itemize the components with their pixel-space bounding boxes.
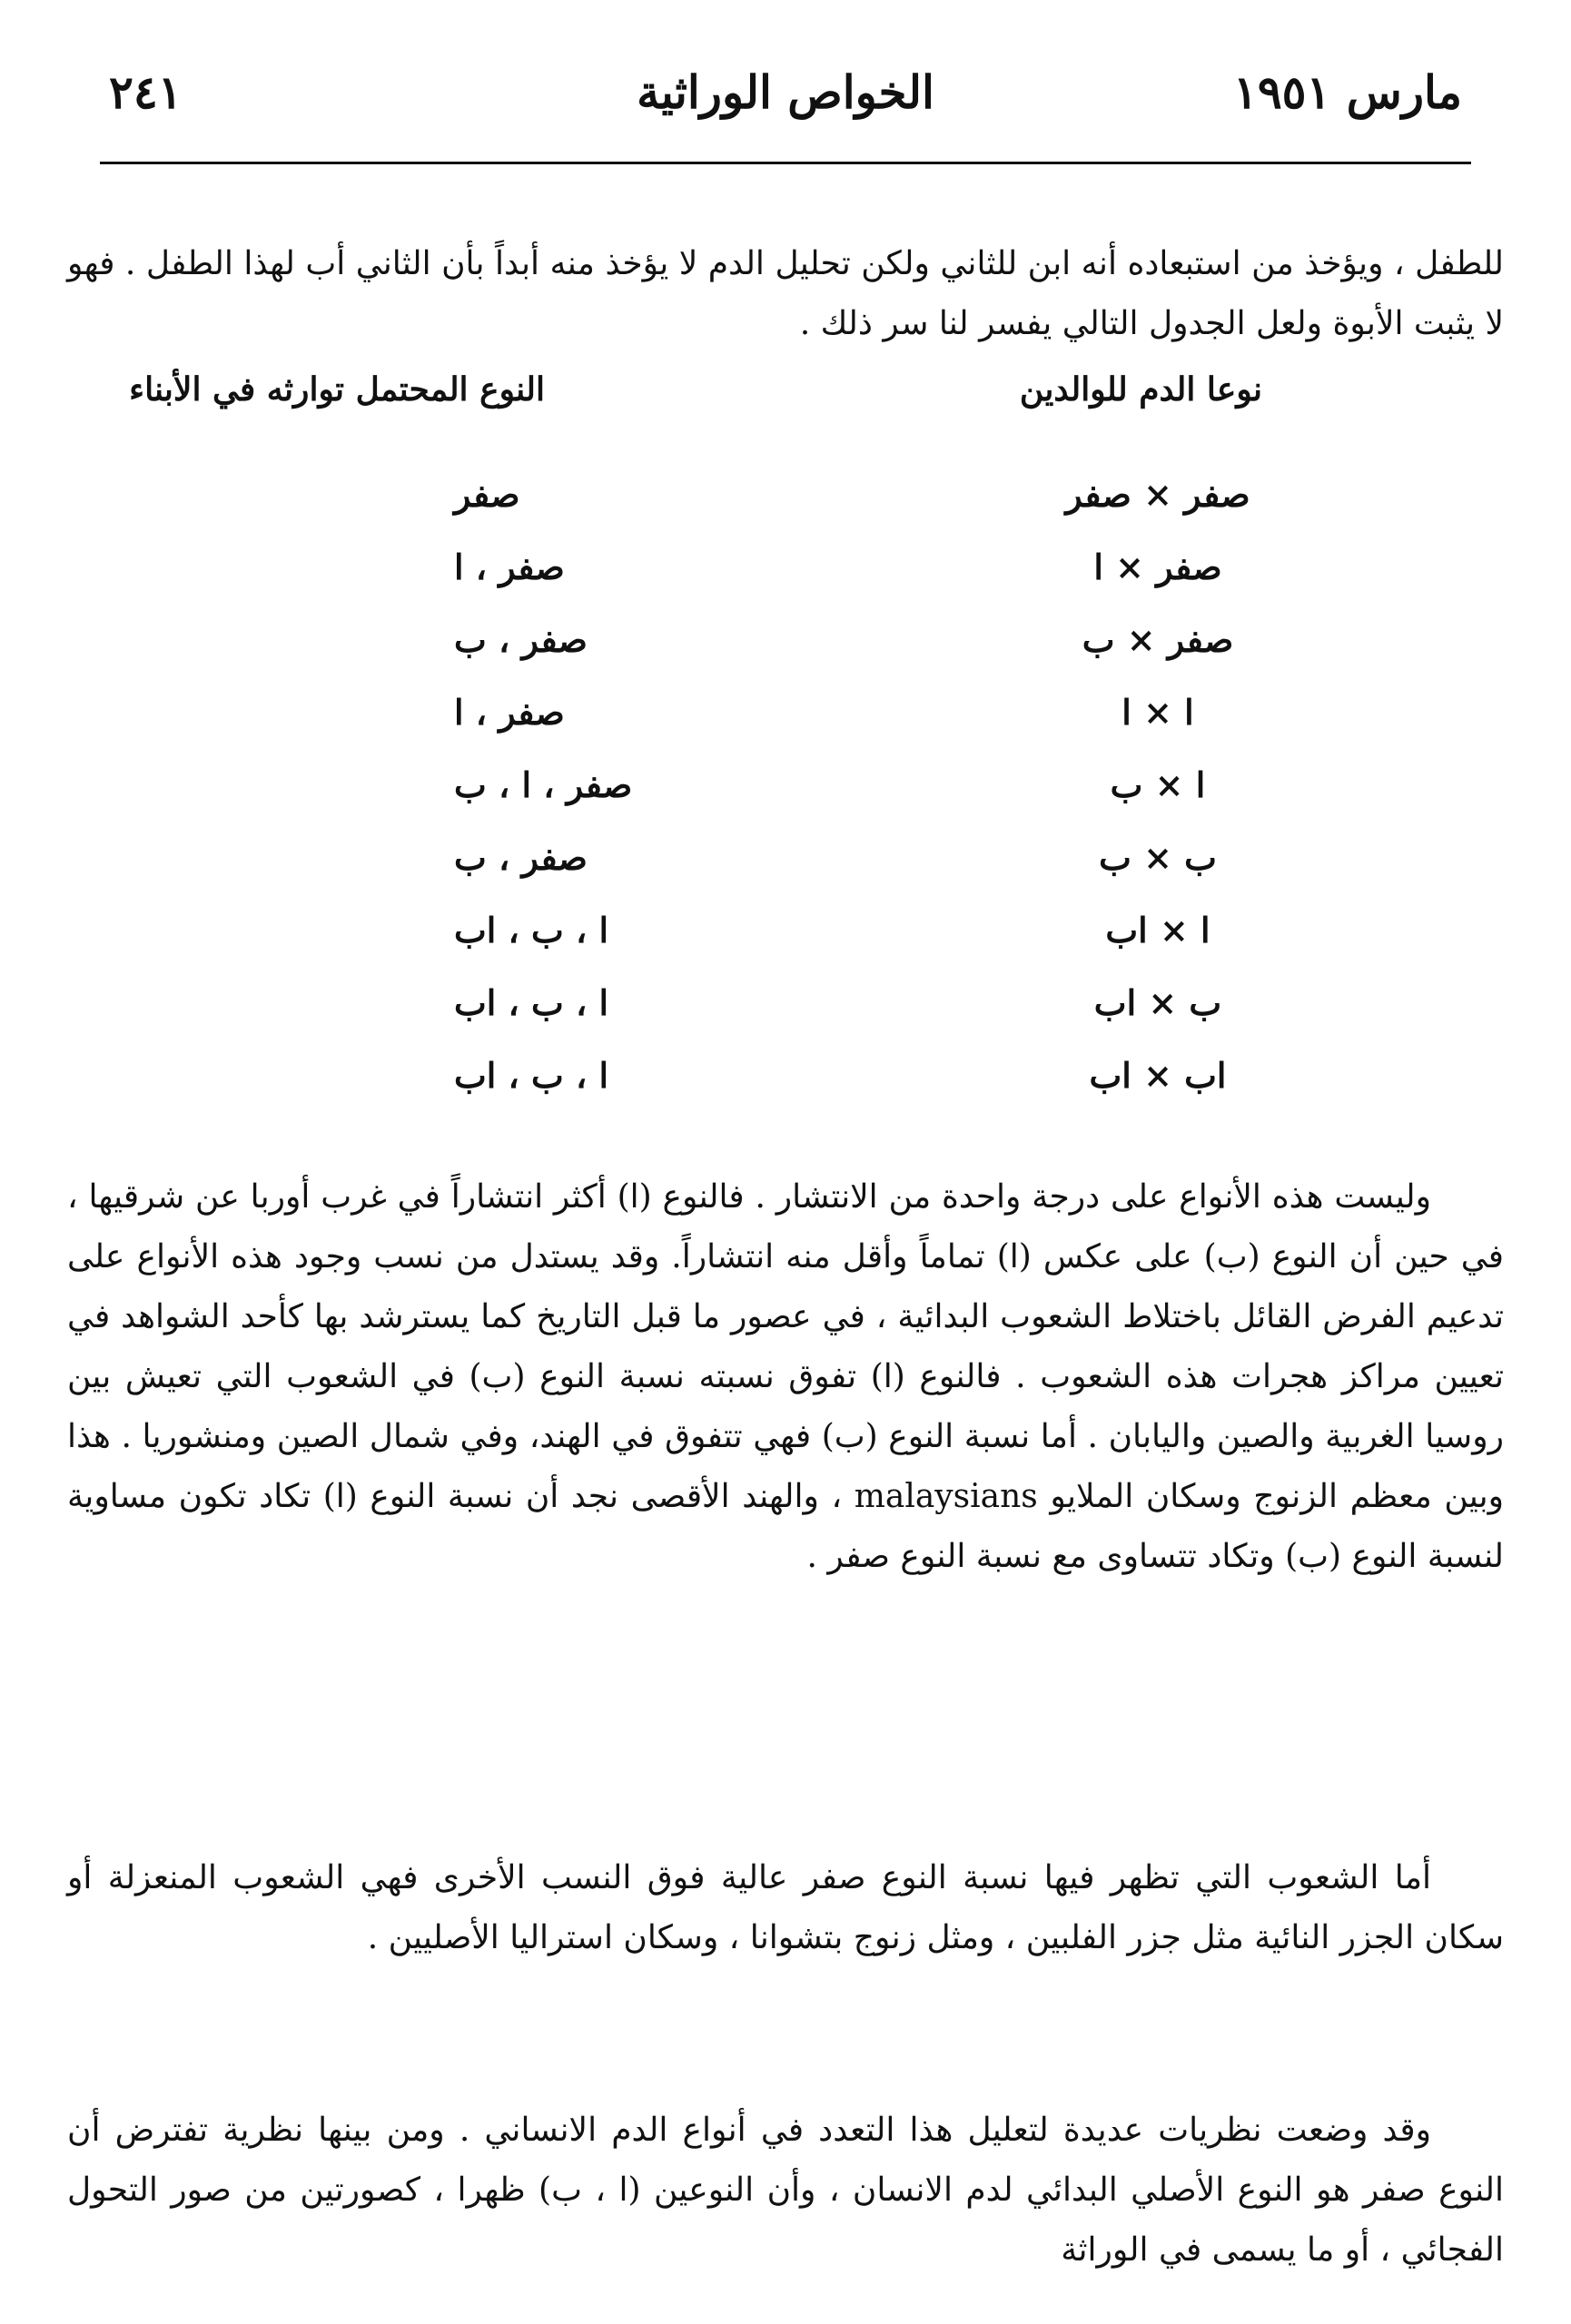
- cell-offspring: ا ، ب ، اب: [454, 1055, 609, 1096]
- cell-offspring: صفر ، ا ، ب: [454, 764, 633, 805]
- page-number: ٢٤١: [109, 65, 183, 119]
- header-date: مارس ١٩٥١: [1232, 65, 1462, 119]
- table-row: [100, 537, 1471, 610]
- paragraph-isolated-peoples: أما الشعوب التي تظهر فيها نسبة النوع صفر عالية فوق النسب الأخرى فهي الشعوب المنعزلة أو سكان الجزر النائية مثل جزر الفلبين ، ومثل زنوج بتشوانا ، وسكان استراليا الأصليين .: [67, 1859, 1504, 1956]
- table-row: [100, 1046, 1471, 1118]
- cell-offspring: ا ، ب ، اب: [454, 910, 609, 950]
- cell-parents: اب × اب: [1089, 1055, 1227, 1096]
- cell-parents: صفر × صفر: [1065, 474, 1250, 515]
- blood-type-table: [100, 370, 1471, 1124]
- paragraph-intro: للطفل ، ويؤخذ من استبعاده أنه ابن للثاني ولكن تحليل الدم لا يؤخذ منه أبداً بأن الثاني أب لهذا الطفل . فهو لا يثبت الأبوة ولعل الجدول التالي يفسر لنا سر ذلك .: [67, 245, 1504, 342]
- cell-parents: ا × اب: [1105, 910, 1210, 950]
- cell-offspring: صفر ، ا: [454, 547, 565, 587]
- table-row: [100, 465, 1471, 537]
- paragraph-distribution: وليست هذه الأنواع على درجة واحدة من الانتشار . فالنوع (ا) أكثر انتشاراً في غرب أوربا عن شرقيها ، في حين أن النوع (ب) على عكس (ا) تماماً وأقل منه انتشاراً. وقد يستدل من نسب وجود هذه الأنواع على تدعيم الفرض القائل باختلاط الشعوب البدائية ، في عصور ما قبل التاريخ كما يسترشد بها كأحد الشواهد في تعيين مراكز هجرات هذه الشعوب . فالنوع (ا) تفوق نسبته نسبة النوع (ب) في الشعوب التي تعيش بين روسيا الغربية والصين واليابان . أما نسبة النوع (ب) فهي تتفوق في الهند، وفي شمال الصين ومنشوريا . هذا وبين معظم الزنوج وسكان الملايو malaysians ، والهند الأقصى نجد أن نسبة النوع (ا) تكاد تكون مساوية لنسبة النوع (ب) وتكاد تتساوى مع نسبة النوع صفر .: [67, 1178, 1504, 1575]
- cell-parents: ب × ب: [1099, 837, 1217, 878]
- table-row: [100, 683, 1471, 755]
- running-header: [109, 65, 1462, 147]
- cell-parents: صفر × ا: [1093, 547, 1222, 587]
- cell-parents: ا × ب: [1110, 764, 1206, 805]
- cell-parents: صفر × ب: [1082, 619, 1234, 660]
- header-rule: [100, 162, 1471, 164]
- table-body: [100, 465, 1471, 1118]
- cell-parents: ا × ا: [1121, 692, 1194, 733]
- cell-offspring: صفر ، ب: [454, 837, 588, 878]
- cell-offspring: ا ، ب ، اب: [454, 982, 609, 1023]
- table-row: [100, 828, 1471, 901]
- cell-offspring: صفر ، ب: [454, 619, 588, 660]
- paragraph-theories: وقد وضعت نظريات عديدة لتعليل هذا التعدد في أنواع الدم الانساني . ومن بينها نظرية تفترض أن النوع صفر هو النوع الأصلي البدائي لدم الانسان ، وأن النوعين (ا ، ب) ظهرا ، كصورتين من صور التحول الفجائي ، أو ما يسمى في الوراثة: [67, 2112, 1504, 2269]
- table-row: [100, 610, 1471, 683]
- cell-offspring: صفر: [454, 474, 520, 515]
- cell-parents: ب × اب: [1093, 982, 1222, 1023]
- cell-offspring: صفر ، ا: [454, 692, 565, 733]
- table-row: [100, 755, 1471, 828]
- table-header-offspring: النوع المحتمل توارثه في الأبناء: [129, 370, 545, 409]
- header-title: الخواص الوراثية: [637, 65, 934, 119]
- table-row: [100, 973, 1471, 1046]
- table-header-parents: نوعا الدم للوالدين: [1019, 370, 1262, 409]
- table-row: [100, 901, 1471, 973]
